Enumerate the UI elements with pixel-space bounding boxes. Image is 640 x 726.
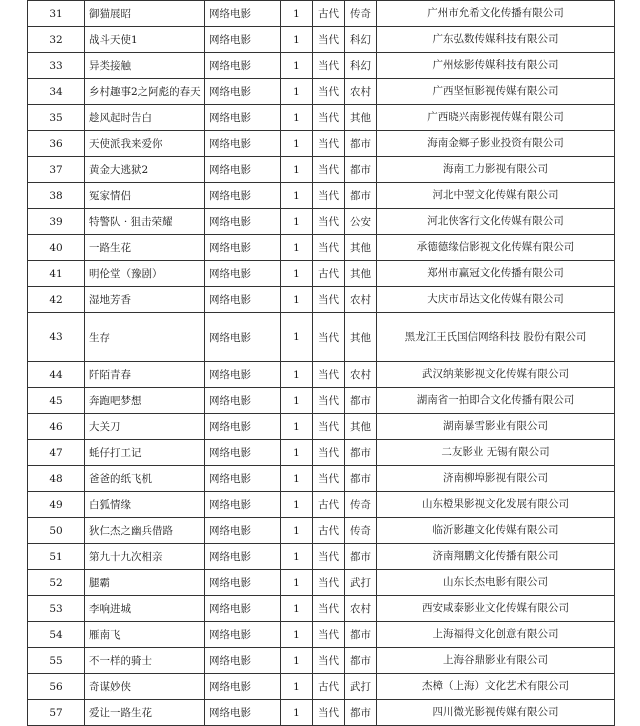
cell-title: 奔跑吧梦想 [85,388,205,414]
cell-type: 网络电影 [205,27,281,53]
cell-company: 济南翔鹏文化传播有限公司 [377,544,615,570]
cell-company: 广东弘数传媒科技有限公司 [377,27,615,53]
cell-title: 黄金大逃狱2 [85,157,205,183]
cell-era: 当代 [313,27,345,53]
cell-title: 李响进城 [85,596,205,622]
cell-number: 31 [28,1,85,27]
cell-number: 38 [28,183,85,209]
table-row [28,183,615,209]
cell-count: 1 [281,261,313,287]
cell-count: 1 [281,544,313,570]
cell-count: 1 [281,570,313,596]
table-row [28,570,615,596]
table-row [28,287,615,313]
cell-count: 1 [281,596,313,622]
cell-era: 古代 [313,492,345,518]
cell-number: 48 [28,466,85,492]
cell-company: 河北侠客行文化传媒有限公司 [377,209,615,235]
cell-type: 网络电影 [205,235,281,261]
cell-era: 当代 [313,183,345,209]
cell-count: 1 [281,287,313,313]
cell-company: 河北中翌文化传媒有限公司 [377,183,615,209]
cell-company: 广西坚恒影视传媒有限公司 [377,79,615,105]
cell-genre: 都市 [345,157,377,183]
cell-number: 39 [28,209,85,235]
table-row [28,466,615,492]
cell-type: 网络电影 [205,648,281,674]
cell-genre: 都市 [345,648,377,674]
cell-title: 爱让一路生花 [85,700,205,726]
cell-company: 临沂影趣文化传媒有限公司 [377,518,615,544]
cell-era: 古代 [313,674,345,700]
table-row [28,414,615,440]
cell-company: 西安咸泰影业文化传媒有限公司 [377,596,615,622]
cell-count: 1 [281,388,313,414]
cell-era: 古代 [313,518,345,544]
table-row [28,209,615,235]
cell-title: 战斗天使1 [85,27,205,53]
cell-genre: 都市 [345,544,377,570]
cell-number: 46 [28,414,85,440]
cell-era: 古代 [313,261,345,287]
cell-era: 当代 [313,570,345,596]
cell-era: 当代 [313,209,345,235]
table-row [28,596,615,622]
cell-era: 当代 [313,287,345,313]
cell-title: 冤家情侣 [85,183,205,209]
cell-count: 1 [281,1,313,27]
cell-number: 55 [28,648,85,674]
cell-type: 网络电影 [205,570,281,596]
cell-company: 四川微光影视传媒有限公司 [377,700,615,726]
cell-count: 1 [281,235,313,261]
cell-number: 54 [28,622,85,648]
cell-era: 当代 [313,622,345,648]
table-row [28,27,615,53]
table-row [28,648,615,674]
cell-number: 49 [28,492,85,518]
table-row [28,235,615,261]
cell-genre: 传奇 [345,1,377,27]
film-record-table [27,0,615,726]
cell-company: 郑州市赢冠文化传播有限公司 [377,261,615,287]
cell-count: 1 [281,492,313,518]
cell-company: 广州炫影传媒科技有限公司 [377,53,615,79]
cell-number: 45 [28,388,85,414]
cell-era: 当代 [313,362,345,388]
table-row [28,622,615,648]
cell-company: 上海福得文化创意有限公司 [377,622,615,648]
cell-company: 海南工力影视有限公司 [377,157,615,183]
cell-type: 网络电影 [205,596,281,622]
table-row [28,362,615,388]
cell-title: 腿霸 [85,570,205,596]
table-row [28,105,615,131]
cell-count: 1 [281,27,313,53]
cell-number: 50 [28,518,85,544]
cell-era: 当代 [313,466,345,492]
cell-genre: 其他 [345,313,377,362]
cell-type: 网络电影 [205,414,281,440]
cell-count: 1 [281,414,313,440]
table-row [28,544,615,570]
cell-era: 当代 [313,544,345,570]
cell-count: 1 [281,313,313,362]
cell-era: 当代 [313,313,345,362]
cell-genre: 农村 [345,287,377,313]
cell-genre: 其他 [345,235,377,261]
cell-count: 1 [281,183,313,209]
cell-type: 网络电影 [205,440,281,466]
cell-type: 网络电影 [205,79,281,105]
table-row [28,131,615,157]
cell-genre: 武打 [345,570,377,596]
cell-genre: 都市 [345,131,377,157]
table-row [28,700,615,726]
cell-genre: 都市 [345,183,377,209]
cell-era: 当代 [313,700,345,726]
cell-era: 古代 [313,1,345,27]
cell-company: 黑龙江王氏国信网络科技 股份有限公司 [377,313,615,362]
cell-type: 网络电影 [205,518,281,544]
cell-type: 网络电影 [205,131,281,157]
cell-company: 广州市允希文化传播有限公司 [377,1,615,27]
cell-title: 奇谋妙侠 [85,674,205,700]
cell-genre: 科幻 [345,27,377,53]
cell-era: 当代 [313,414,345,440]
cell-type: 网络电影 [205,105,281,131]
cell-title: 乡村趣事2之阿彪的春天 [85,79,205,105]
cell-company: 湖南省一拍即合文化传播有限公司 [377,388,615,414]
cell-count: 1 [281,674,313,700]
cell-type: 网络电影 [205,313,281,362]
cell-era: 当代 [313,648,345,674]
cell-era: 当代 [313,235,345,261]
cell-title: 狄仁杰之幽兵借路 [85,518,205,544]
cell-company: 上海谷鼎影业有限公司 [377,648,615,674]
cell-count: 1 [281,209,313,235]
cell-type: 网络电影 [205,700,281,726]
cell-type: 网络电影 [205,157,281,183]
cell-type: 网络电影 [205,287,281,313]
cell-count: 1 [281,53,313,79]
cell-era: 当代 [313,388,345,414]
cell-genre: 其他 [345,414,377,440]
cell-type: 网络电影 [205,53,281,79]
cell-genre: 传奇 [345,492,377,518]
cell-title: 异类接触 [85,53,205,79]
cell-title: 大关刀 [85,414,205,440]
table-row [28,492,615,518]
cell-count: 1 [281,79,313,105]
cell-company: 湖南暴雪影业有限公司 [377,414,615,440]
cell-number: 33 [28,53,85,79]
table-row [28,53,615,79]
cell-type: 网络电影 [205,674,281,700]
cell-company: 大庆市昂达文化传媒有限公司 [377,287,615,313]
cell-title: 生存 [85,313,205,362]
cell-title: 爸爸的纸飞机 [85,466,205,492]
cell-genre: 农村 [345,362,377,388]
cell-count: 1 [281,648,313,674]
cell-genre: 武打 [345,674,377,700]
cell-genre: 传奇 [345,518,377,544]
table-row [28,1,615,27]
cell-type: 网络电影 [205,466,281,492]
cell-company: 杰樟（上海）文化艺术有限公司 [377,674,615,700]
table-row [28,388,615,414]
cell-count: 1 [281,622,313,648]
cell-genre: 其他 [345,261,377,287]
cell-number: 53 [28,596,85,622]
cell-count: 1 [281,362,313,388]
cell-count: 1 [281,105,313,131]
table-row [28,157,615,183]
cell-title: 蚝仔打工记 [85,440,205,466]
cell-era: 当代 [313,53,345,79]
cell-number: 36 [28,131,85,157]
table-row [28,79,615,105]
cell-count: 1 [281,700,313,726]
cell-title: 一路生花 [85,235,205,261]
cell-title: 天使派我来爱你 [85,131,205,157]
table-row [28,518,615,544]
cell-count: 1 [281,518,313,544]
cell-genre: 都市 [345,700,377,726]
table-row [28,313,615,362]
cell-era: 当代 [313,157,345,183]
cell-genre: 公安 [345,209,377,235]
cell-count: 1 [281,157,313,183]
cell-era: 当代 [313,131,345,157]
cell-genre: 科幻 [345,53,377,79]
cell-type: 网络电影 [205,1,281,27]
cell-title: 趁风起时告白 [85,105,205,131]
cell-company: 广西晓兴南影视传媒有限公司 [377,105,615,131]
cell-title: 雁南飞 [85,622,205,648]
cell-title: 湿地芳香 [85,287,205,313]
cell-count: 1 [281,466,313,492]
cell-count: 1 [281,131,313,157]
table-row [28,674,615,700]
cell-genre: 农村 [345,79,377,105]
cell-type: 网络电影 [205,492,281,518]
cell-number: 35 [28,105,85,131]
cell-number: 56 [28,674,85,700]
cell-type: 网络电影 [205,261,281,287]
cell-era: 当代 [313,79,345,105]
cell-number: 44 [28,362,85,388]
cell-number: 47 [28,440,85,466]
cell-title: 明伦堂（豫剧） [85,261,205,287]
cell-title: 阡陌青春 [85,362,205,388]
cell-type: 网络电影 [205,544,281,570]
cell-number: 57 [28,700,85,726]
cell-company: 济南柳埠影视有限公司 [377,466,615,492]
cell-title: 特警队 · 狙击荣耀 [85,209,205,235]
cell-company: 武汉纳莱影视文化传媒有限公司 [377,362,615,388]
cell-genre: 其他 [345,105,377,131]
cell-type: 网络电影 [205,183,281,209]
cell-number: 51 [28,544,85,570]
cell-title: 不一样的骑士 [85,648,205,674]
cell-genre: 都市 [345,466,377,492]
table-row [28,440,615,466]
cell-title: 白狐情缘 [85,492,205,518]
table-body [28,1,615,726]
cell-number: 34 [28,79,85,105]
cell-number: 37 [28,157,85,183]
cell-title: 第九十九次相亲 [85,544,205,570]
cell-type: 网络电影 [205,388,281,414]
cell-era: 当代 [313,596,345,622]
cell-genre: 都市 [345,440,377,466]
cell-number: 41 [28,261,85,287]
cell-number: 32 [28,27,85,53]
cell-company: 海南金鄉子影业投资有限公司 [377,131,615,157]
cell-number: 43 [28,313,85,362]
cell-number: 40 [28,235,85,261]
table-row [28,261,615,287]
cell-company: 山东长杰电影有限公司 [377,570,615,596]
cell-type: 网络电影 [205,362,281,388]
cell-company: 山东橙果影视文化发展有限公司 [377,492,615,518]
cell-number: 52 [28,570,85,596]
cell-era: 当代 [313,440,345,466]
cell-type: 网络电影 [205,209,281,235]
cell-title: 御猫展昭 [85,1,205,27]
cell-count: 1 [281,440,313,466]
cell-era: 当代 [313,105,345,131]
cell-number: 42 [28,287,85,313]
cell-company: 二友影业 无锡有限公司 [377,440,615,466]
cell-genre: 都市 [345,622,377,648]
cell-genre: 农村 [345,596,377,622]
cell-type: 网络电影 [205,622,281,648]
cell-company: 承德德缘信影视文化传媒有限公司 [377,235,615,261]
cell-genre: 都市 [345,388,377,414]
